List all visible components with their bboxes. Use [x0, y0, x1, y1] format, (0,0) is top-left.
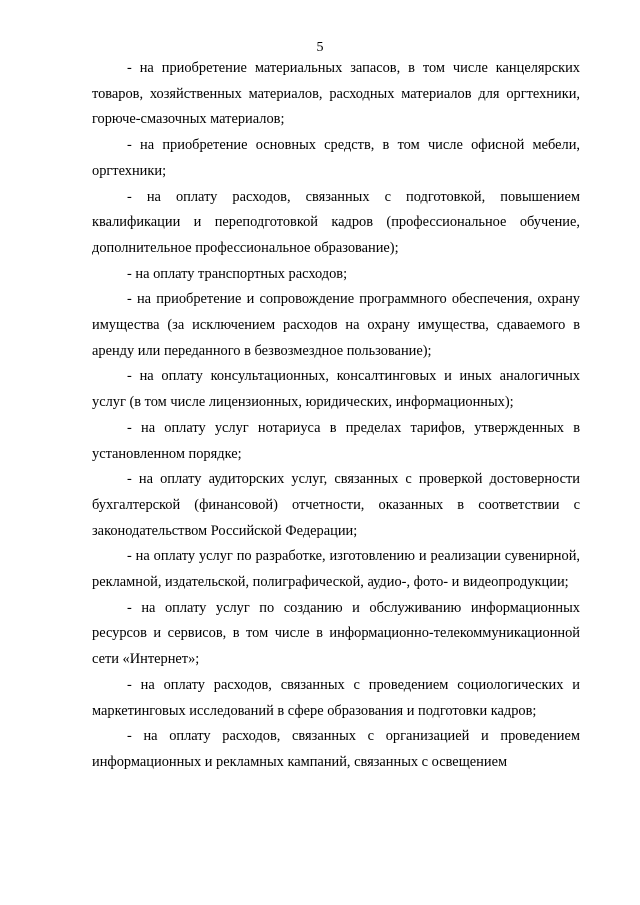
paragraph-transport-expenses: - на оплату транспортных расходов;	[127, 265, 348, 282]
paragraph-consulting-services: - на оплату консультационных, консалтинговых и иных аналогичных услуг (в том числе лицензионных, юридических, информационных);	[92, 368, 580, 411]
document-body	[92, 56, 580, 776]
page-number: 5	[316, 40, 324, 55]
paragraph-material-supplies: - на приобретение материальных запасов, в том числе канцелярских товаров, хозяйственных материалов, расходных материалов для оргтехники, горюче-смазочных материалов;	[92, 60, 580, 128]
paragraph-audit-services: - на оплату аудиторских услуг, связанных с проверкой достоверности бухгалтерской (финансовой) отчетности, оказанных в соответствии с законодательством Российской Федерации;	[92, 471, 580, 539]
paragraph-software-and-security: - на приобретение и сопровождение программного обеспечения, охрану имущества (за исключением расходов на охрану имущества, сдаваемого в аренду или переданного в безвозмездное пользование);	[92, 291, 580, 359]
paragraph-promotional-production: - на оплату услуг по разработке, изготовлению и реализации сувенирной, рекламной, издательской, полиграфической, аудио-, фото- и видеопродукции;	[92, 548, 580, 591]
paragraph-advertising-campaigns: - на оплату расходов, связанных с организацией и проведением информационных и рекламных кампаний, связанных с освещением	[92, 728, 580, 770]
paragraph-information-resources: - на оплату услуг по созданию и обслуживанию информационных ресурсов и сервисов, в том числе в информационно-телекоммуникационной сети «Интернет»;	[92, 599, 580, 668]
paragraph-staff-training: - на оплату расходов, связанных с подготовкой, повышением квалификации и переподготовкой кадров (профессиональное обучение, дополнительное профессиональное образование);	[92, 188, 580, 256]
paragraph-fixed-assets: - на приобретение основных средств, в том числе офисной мебели, оргтехники;	[92, 137, 580, 179]
paragraph-notary-services: - на оплату услуг нотариуса в пределах тарифов, утвержденных в установленном порядке;	[92, 419, 580, 462]
paragraph-market-research: - на оплату расходов, связанных с проведением социологических и маркетинговых исследований в сфере образования и подготовки кадров;	[92, 676, 580, 719]
